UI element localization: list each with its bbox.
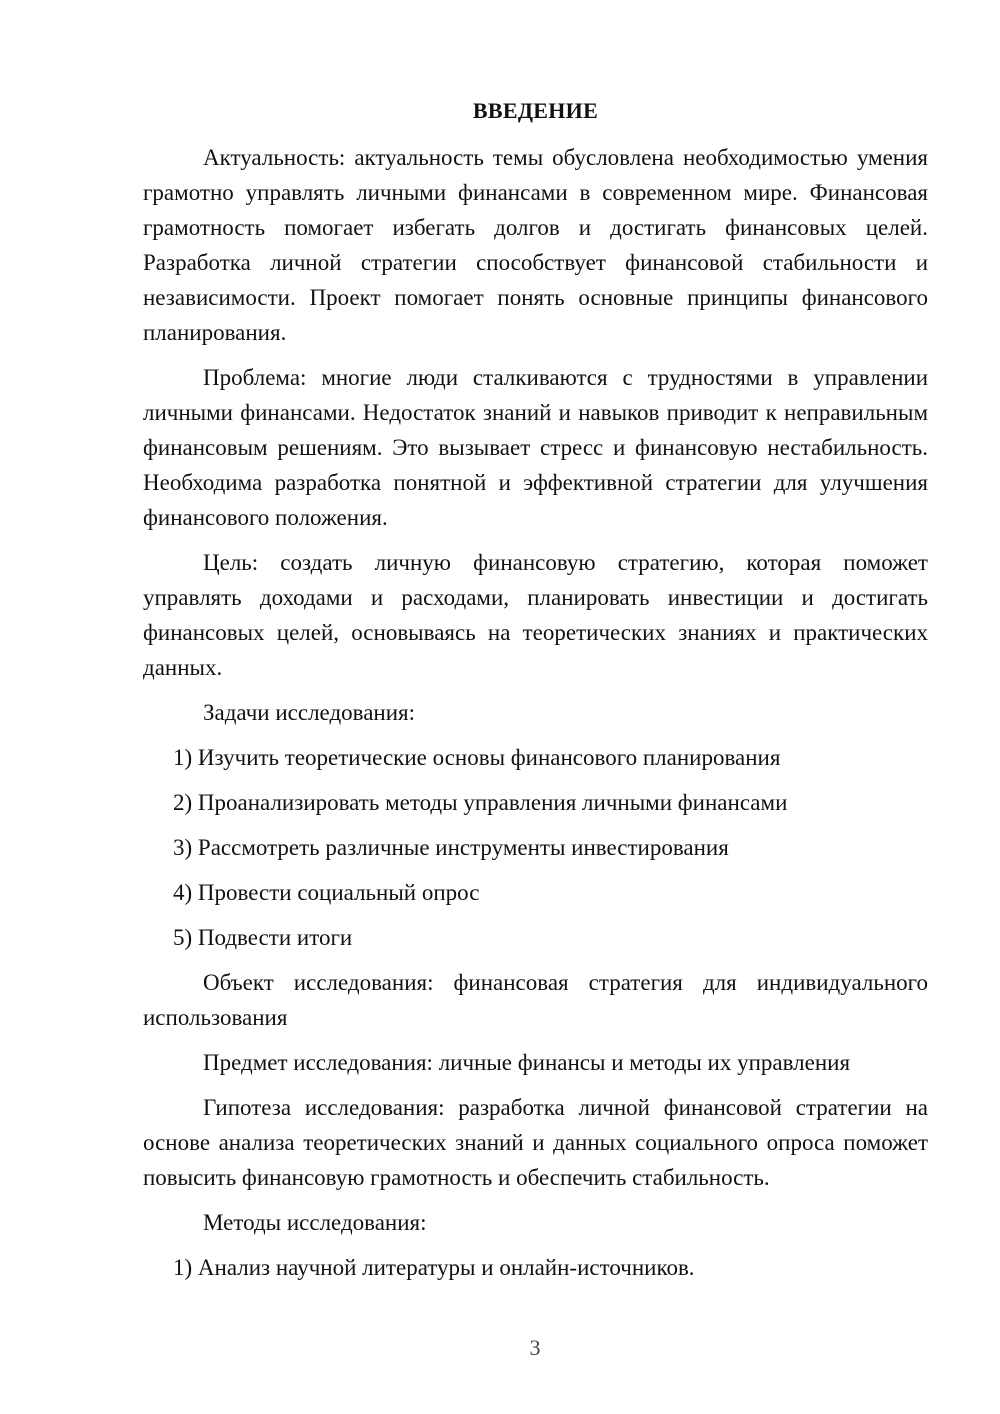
hypothesis-paragraph: Гипотеза исследования: разработка личной финансовой стратегии на основе анализа теоретических знаний и данных социального опроса поможет повысить финансовую грамотность и обеспечить стабильность. <box>143 1095 928 1190</box>
page-number: 3 <box>529 1335 541 1360</box>
task-item: 3) Рассмотреть различные инструменты инвестирования <box>173 835 729 860</box>
section-title: ВВЕДЕНИЕ <box>472 98 599 123</box>
task-item: 4) Провести социальный опрос <box>173 880 480 905</box>
task-item: 5) Подвести итоги <box>173 925 353 950</box>
methods-list <box>143 1250 928 1285</box>
goal-paragraph: Цель: создать личную финансовую стратегию, которая поможет управлять доходами и расходами, планировать инвестиции и достигать финансовых целей, основываясь на теоретических знаниях и практических данных. <box>143 550 928 680</box>
subject-paragraph: Предмет исследования: личные финансы и методы их управления <box>203 1050 851 1075</box>
method-item: 1) Анализ научной литературы и онлайн-источников. <box>173 1255 695 1280</box>
page-content <box>143 96 928 1295</box>
relevance-paragraph: Актуальность: актуальность темы обусловлена необходимостью умения грамотно управлять личными финансами в современном мире. Финансовая грамотность помогает избегать долгов и достигать финансовых целей. Разработка личной стратегии способствует финансовой стабильности и независимости. Проект помогает понять основные принципы финансового планирования. <box>143 145 928 345</box>
task-item: 1) Изучить теоретические основы финансового планирования <box>173 745 781 770</box>
tasks-heading: Задачи исследования: <box>203 700 416 725</box>
problem-paragraph: Проблема: многие люди сталкиваются с трудностями в управлении личными финансами. Недостаток знаний и навыков приводит к неправильным финансовым решениям. Это вызывает стресс и финансовую нестабильность. Необходима разработка понятной и эффективной стратегии для улучшения финансового положения. <box>143 365 928 530</box>
object-paragraph: Объект исследования: финансовая стратегия для индивидуального использования <box>143 970 928 1030</box>
tasks-list <box>143 740 928 955</box>
task-item: 2) Проанализировать методы управления личными финансами <box>173 790 788 815</box>
methods-heading: Методы исследования: <box>203 1210 427 1235</box>
